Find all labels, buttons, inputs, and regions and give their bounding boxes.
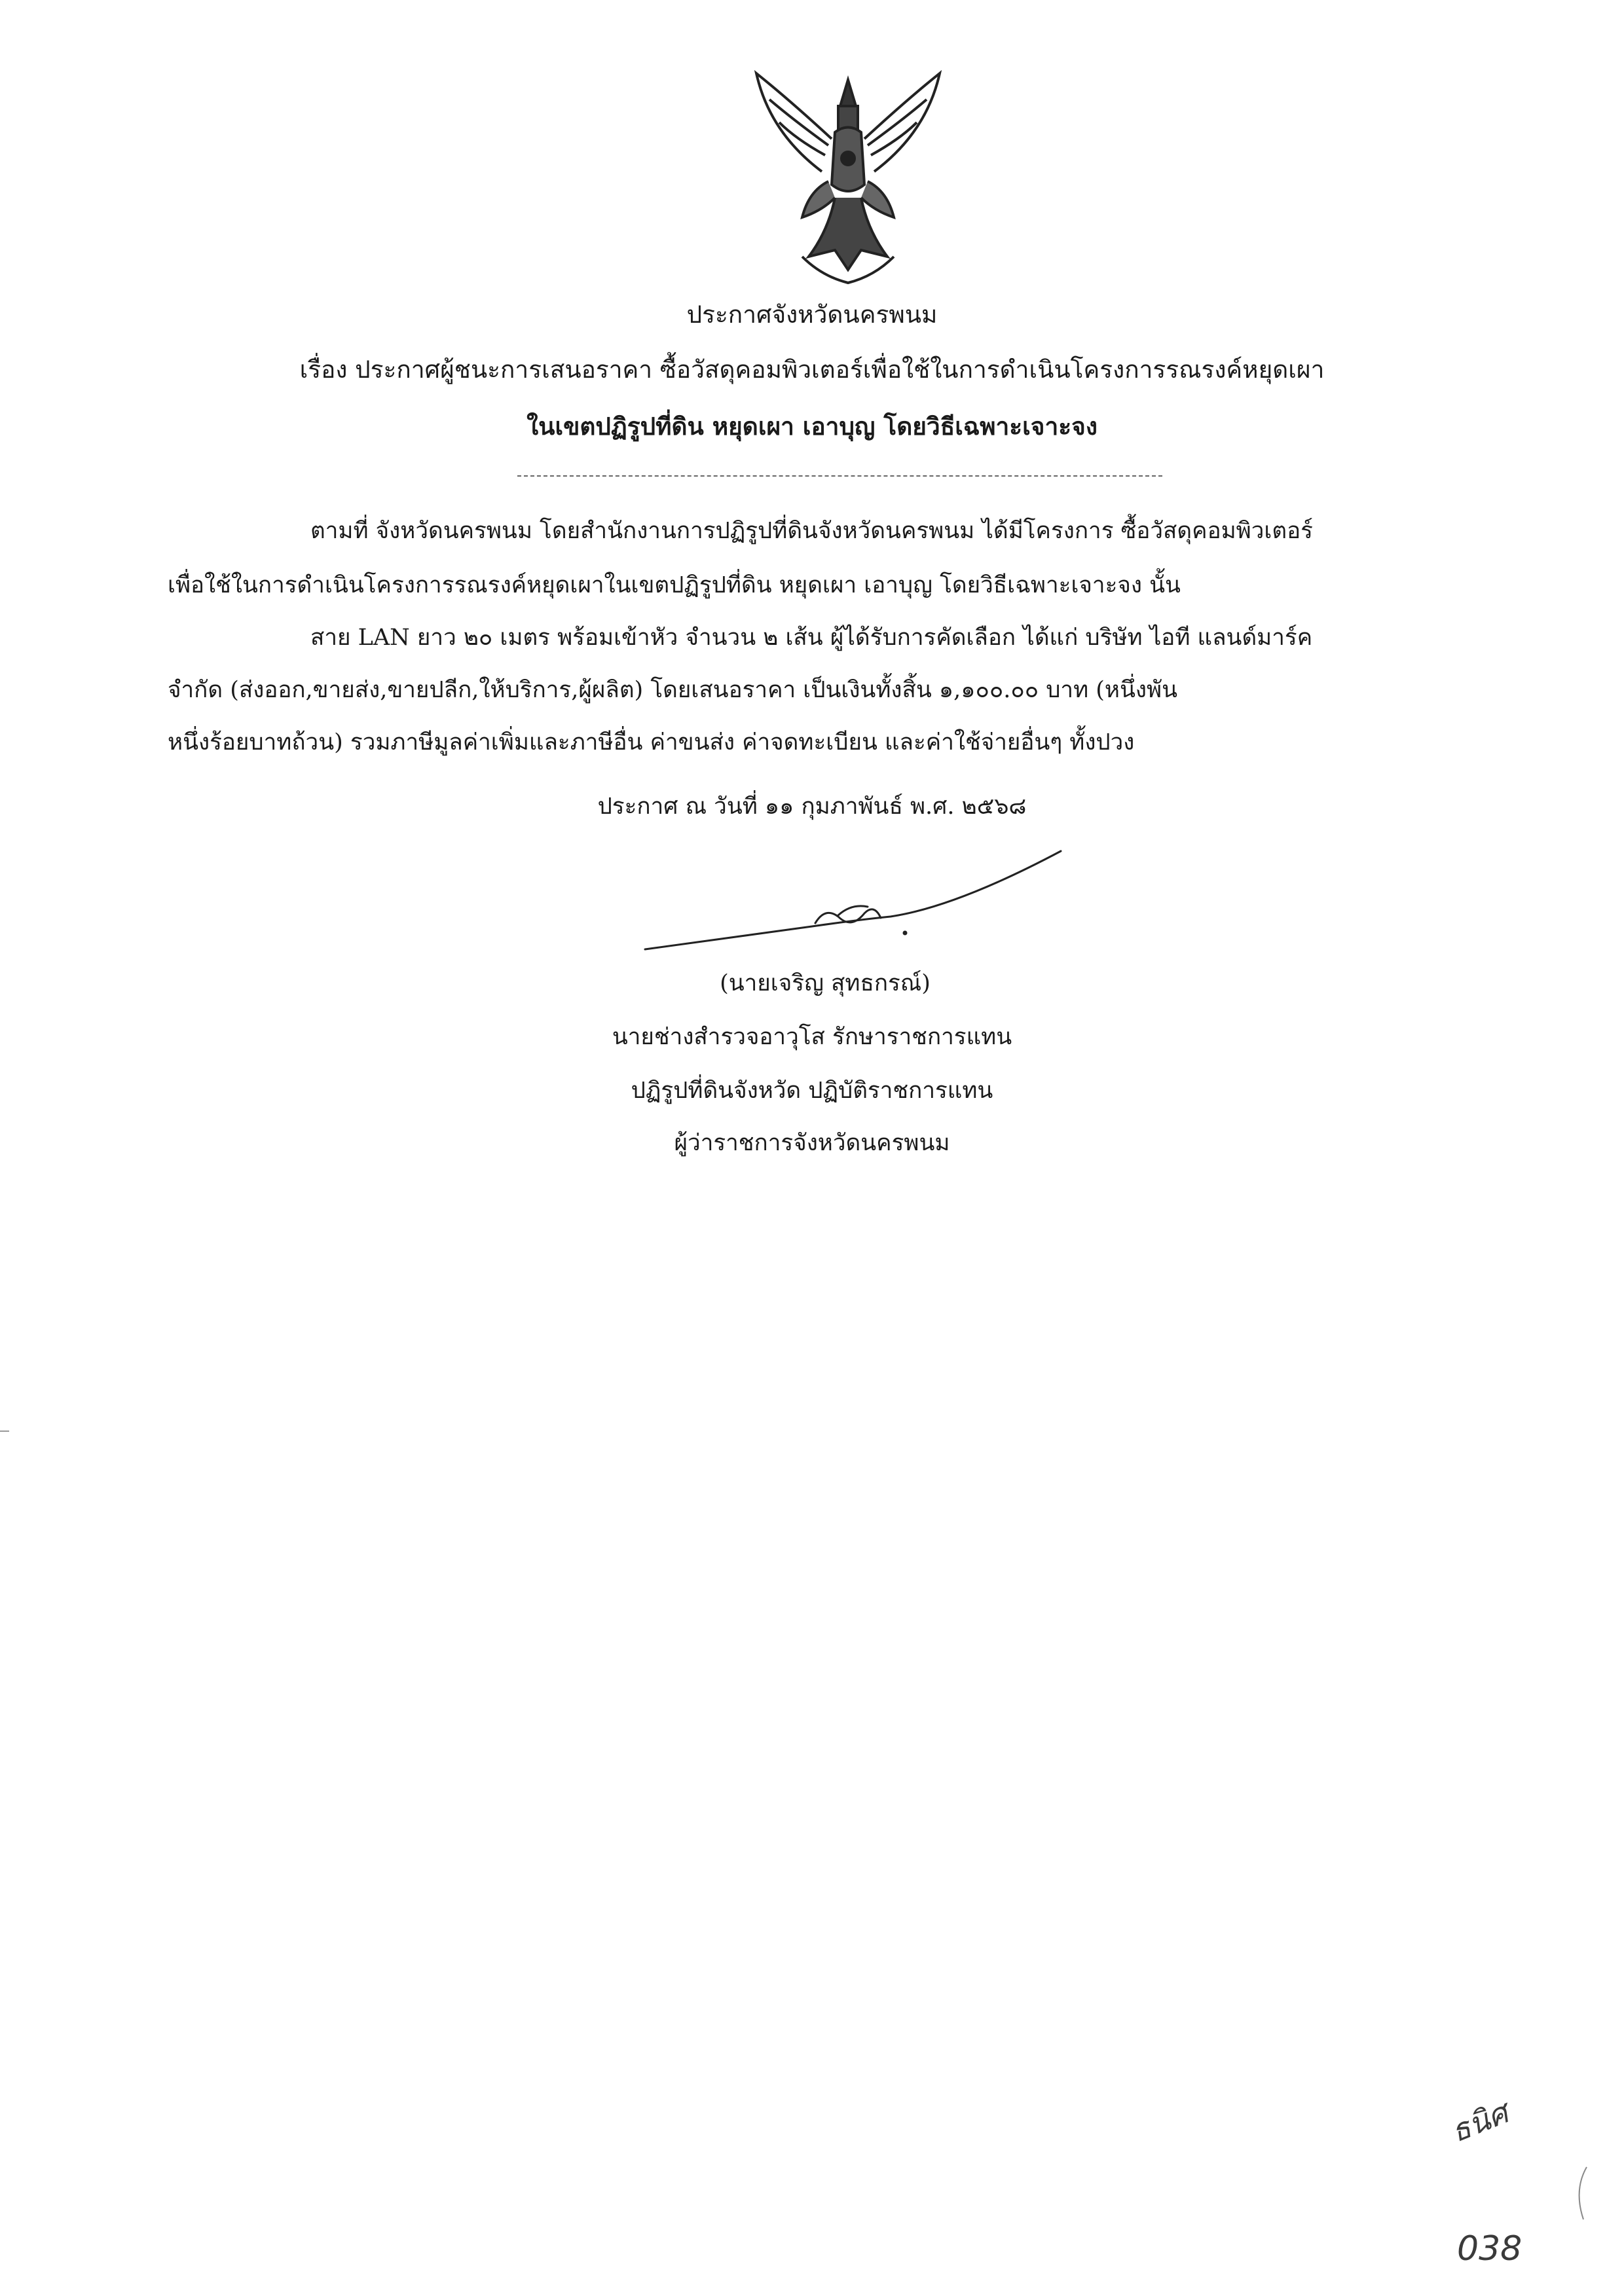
- margin-pen-mark-icon: [1570, 2164, 1590, 2223]
- signatory-title-1: นายช่างสำรวจอาวุโส รักษาราชการแทน: [612, 1024, 1012, 1050]
- announcement-subject: เรื่อง ประกาศผู้ชนะการเสนอราคา ซื้อวัสดุคอมพิวเตอร์เพื่อใช้ในการดำเนินโครงการรณรงค์หยุดเผา: [299, 355, 1325, 384]
- body-paragraph-line-2: เพื่อใช้ในการดำเนินโครงการรณรงค์หยุดเผาในเขตปฏิรูปที่ดิน หยุดเผา เอาบุญ โดยวิธีเฉพาะเจาะจง นั้น: [168, 572, 1181, 598]
- handwritten-signature-icon: [642, 845, 1067, 962]
- body-paragraph-line-4: จำกัด (ส่งออก,ขายส่ง,ขายปลีก,ให้บริการ,ผู้ผลิต) โดยเสนอราคา เป็นเงินทั้งสิ้น ๑,๑๐๐.๐๐ บาท (หนึ่งพัน: [168, 677, 1177, 703]
- scan-edge-mark: [0, 1430, 9, 1432]
- signatory-title-2: ปฏิรูปที่ดินจังหวัด ปฏิบัติราชการแทน: [631, 1078, 993, 1104]
- garuda-emblem-icon: [730, 60, 966, 296]
- signatory-name: (นายเจริญ สุทธกรณ์): [720, 970, 931, 996]
- signatory-title-3: ผู้ว่าราชการจังหวัดนครพนม: [674, 1130, 950, 1156]
- handwritten-initials: ธนิศ: [1445, 2094, 1513, 2149]
- body-paragraph-line-1: ตามที่ จังหวัดนครพนม โดยสำนักงานการปฏิรูปที่ดินจังหวัดนครพนม ได้มีโครงการ ซื้อวัสดุคอมพิวเตอร์: [310, 518, 1313, 544]
- announcement-date: ประกาศ ณ วันที่ ๑๑ กุมภาพันธ์ พ.ศ. ๒๕๖๘: [597, 793, 1027, 820]
- handwritten-page-number: 038: [1457, 2229, 1522, 2269]
- body-paragraph-line-5: หนึ่งร้อยบาทถ้วน) รวมภาษีมูลค่าเพิ่มและภาษีอื่น ค่าขนส่ง ค่าจดทะเบียน และค่าใช้จ่ายอื่นๆ ทั้งปวง: [168, 729, 1135, 756]
- announcement-subject-continued: ในเขตปฏิรูปที่ดิน หยุดเผา เอาบุญ โดยวิธีเฉพาะเจาะจง: [526, 412, 1098, 441]
- dashed-divider: [517, 475, 1162, 477]
- announcement-title: ประกาศจังหวัดนครพนม: [686, 301, 938, 329]
- body-paragraph-line-3: สาย LAN ยาว ๒๐ เมตร พร้อมเข้าหัว จำนวน ๒ เส้น ผู้ได้รับการคัดเลือก ได้แก่ บริษัท ไอที แลนด์มาร์ค: [310, 625, 1313, 651]
